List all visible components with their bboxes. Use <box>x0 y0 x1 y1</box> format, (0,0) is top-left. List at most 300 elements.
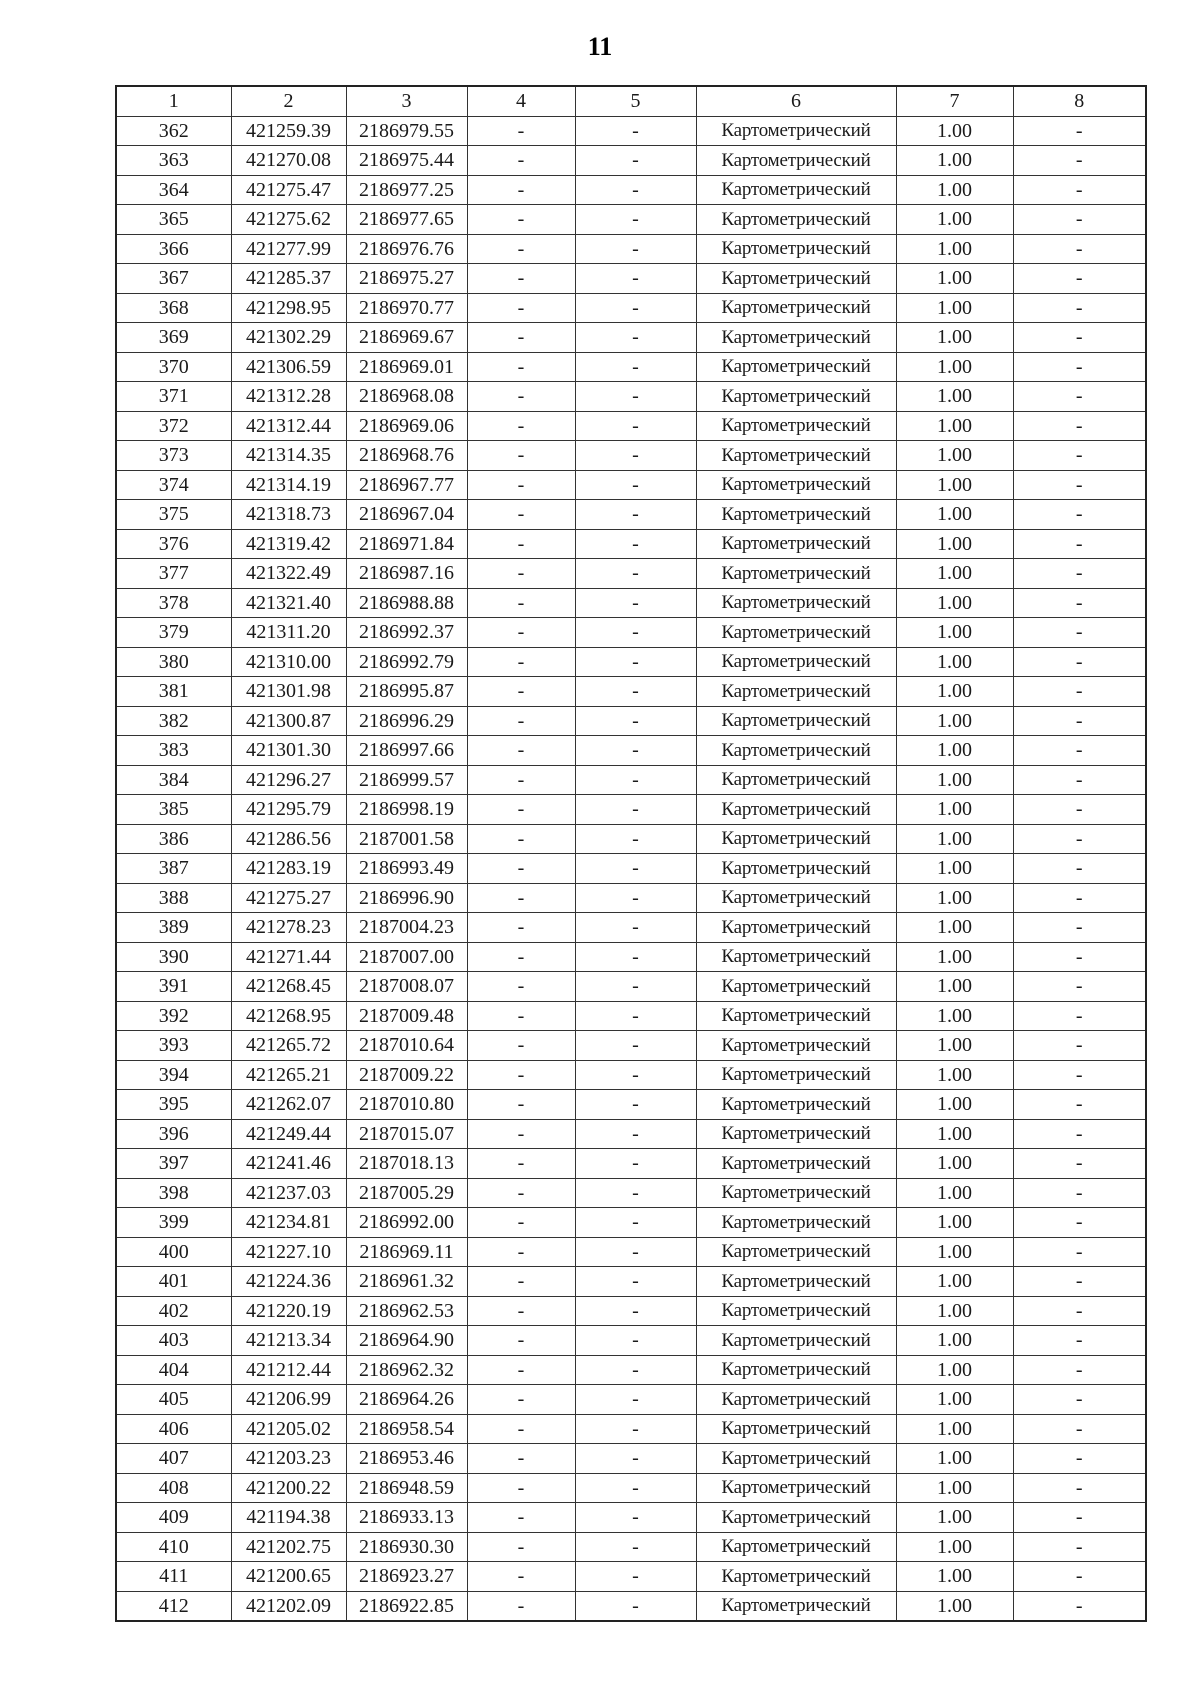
method-cell: Картометрический <box>696 1326 896 1356</box>
accuracy-cell: 1.00 <box>896 1385 1013 1415</box>
column-4-cell: - <box>467 264 575 294</box>
column-4-cell: - <box>467 234 575 264</box>
method-cell: Картометрический <box>696 470 896 500</box>
method-cell: Картометрический <box>696 411 896 441</box>
table-row <box>116 175 1146 205</box>
column-4-cell: - <box>467 1385 575 1415</box>
point-number-cell: 365 <box>116 205 231 235</box>
table-row <box>116 264 1146 294</box>
column-5-cell: - <box>575 647 696 677</box>
accuracy-cell: 1.00 <box>896 352 1013 382</box>
y-coordinate-cell: 2186977.25 <box>346 175 467 205</box>
column-4-cell: - <box>467 1090 575 1120</box>
y-coordinate-cell: 2186964.26 <box>346 1385 467 1415</box>
y-coordinate-cell: 2186923.27 <box>346 1562 467 1592</box>
y-coordinate-cell: 2186996.29 <box>346 706 467 736</box>
point-number-cell: 367 <box>116 264 231 294</box>
x-coordinate-cell: 421322.49 <box>231 559 346 589</box>
accuracy-cell: 1.00 <box>896 175 1013 205</box>
method-cell: Картометрический <box>696 824 896 854</box>
column-5-cell: - <box>575 1237 696 1267</box>
method-cell: Картометрический <box>696 1473 896 1503</box>
method-cell: Картометрический <box>696 234 896 264</box>
column-8-cell: - <box>1013 972 1146 1002</box>
point-number-cell: 403 <box>116 1326 231 1356</box>
point-number-cell: 399 <box>116 1208 231 1238</box>
method-cell: Картометрический <box>696 441 896 471</box>
method-cell: Картометрический <box>696 1149 896 1179</box>
method-cell: Картометрический <box>696 146 896 176</box>
column-header: 7 <box>896 86 1013 116</box>
column-5-cell: - <box>575 1562 696 1592</box>
table-row <box>116 942 1146 972</box>
y-coordinate-cell: 2186930.30 <box>346 1532 467 1562</box>
accuracy-cell: 1.00 <box>896 1562 1013 1592</box>
column-4-cell: - <box>467 706 575 736</box>
method-cell: Картометрический <box>696 293 896 323</box>
column-4-cell: - <box>467 1060 575 1090</box>
column-4-cell: - <box>467 205 575 235</box>
x-coordinate-cell: 421241.46 <box>231 1149 346 1179</box>
y-coordinate-cell: 2186997.66 <box>346 736 467 766</box>
x-coordinate-cell: 421312.28 <box>231 382 346 412</box>
column-8-cell: - <box>1013 1119 1146 1149</box>
y-coordinate-cell: 2186998.19 <box>346 795 467 825</box>
table-row <box>116 1119 1146 1149</box>
method-cell: Картометрический <box>696 706 896 736</box>
y-coordinate-cell: 2186958.54 <box>346 1414 467 1444</box>
column-8-cell: - <box>1013 1208 1146 1238</box>
method-cell: Картометрический <box>696 1060 896 1090</box>
column-8-cell: - <box>1013 1149 1146 1179</box>
point-number-cell: 381 <box>116 677 231 707</box>
column-4-cell: - <box>467 588 575 618</box>
x-coordinate-cell: 421237.03 <box>231 1178 346 1208</box>
accuracy-cell: 1.00 <box>896 588 1013 618</box>
column-4-cell: - <box>467 1149 575 1179</box>
method-cell: Картометрический <box>696 1237 896 1267</box>
y-coordinate-cell: 2186967.77 <box>346 470 467 500</box>
point-number-cell: 401 <box>116 1267 231 1297</box>
table-row <box>116 1326 1146 1356</box>
point-number-cell: 374 <box>116 470 231 500</box>
column-8-cell: - <box>1013 146 1146 176</box>
method-cell: Картометрический <box>696 1562 896 1592</box>
point-number-cell: 390 <box>116 942 231 972</box>
column-8-cell: - <box>1013 1414 1146 1444</box>
column-4-cell: - <box>467 323 575 353</box>
x-coordinate-cell: 421301.30 <box>231 736 346 766</box>
x-coordinate-cell: 421220.19 <box>231 1296 346 1326</box>
column-8-cell: - <box>1013 470 1146 500</box>
table-row <box>116 1267 1146 1297</box>
accuracy-cell: 1.00 <box>896 116 1013 146</box>
table-row <box>116 1060 1146 1090</box>
point-number-cell: 387 <box>116 854 231 884</box>
x-coordinate-cell: 421277.99 <box>231 234 346 264</box>
accuracy-cell: 1.00 <box>896 382 1013 412</box>
table-row <box>116 1414 1146 1444</box>
x-coordinate-cell: 421278.23 <box>231 913 346 943</box>
y-coordinate-cell: 2186976.76 <box>346 234 467 264</box>
column-4-cell: - <box>467 500 575 530</box>
y-coordinate-cell: 2186953.46 <box>346 1444 467 1474</box>
accuracy-cell: 1.00 <box>896 706 1013 736</box>
point-number-cell: 407 <box>116 1444 231 1474</box>
table-row <box>116 1473 1146 1503</box>
column-4-cell: - <box>467 175 575 205</box>
column-8-cell: - <box>1013 677 1146 707</box>
point-number-cell: 389 <box>116 913 231 943</box>
column-8-cell: - <box>1013 116 1146 146</box>
column-4-cell: - <box>467 677 575 707</box>
column-8-cell: - <box>1013 1001 1146 1031</box>
method-cell: Картометрический <box>696 618 896 648</box>
column-8-cell: - <box>1013 795 1146 825</box>
y-coordinate-cell: 2186969.11 <box>346 1237 467 1267</box>
table-row <box>116 1444 1146 1474</box>
table-row <box>116 1503 1146 1533</box>
column-5-cell: - <box>575 1178 696 1208</box>
column-5-cell: - <box>575 824 696 854</box>
column-8-cell: - <box>1013 1237 1146 1267</box>
accuracy-cell: 1.00 <box>896 205 1013 235</box>
column-4-cell: - <box>467 352 575 382</box>
column-4-cell: - <box>467 116 575 146</box>
column-4-cell: - <box>467 736 575 766</box>
method-cell: Картометрический <box>696 264 896 294</box>
column-8-cell: - <box>1013 1355 1146 1385</box>
table-row <box>116 1296 1146 1326</box>
column-8-cell: - <box>1013 1060 1146 1090</box>
point-number-cell: 402 <box>116 1296 231 1326</box>
y-coordinate-cell: 2186975.27 <box>346 264 467 294</box>
x-coordinate-cell: 421200.22 <box>231 1473 346 1503</box>
column-4-cell: - <box>467 441 575 471</box>
method-cell: Картометрический <box>696 1001 896 1031</box>
column-8-cell: - <box>1013 323 1146 353</box>
accuracy-cell: 1.00 <box>896 913 1013 943</box>
column-8-cell: - <box>1013 883 1146 913</box>
header-row <box>116 86 1146 116</box>
x-coordinate-cell: 421259.39 <box>231 116 346 146</box>
x-coordinate-cell: 421283.19 <box>231 854 346 884</box>
column-5-cell: - <box>575 175 696 205</box>
column-4-cell: - <box>467 1178 575 1208</box>
point-number-cell: 386 <box>116 824 231 854</box>
column-8-cell: - <box>1013 441 1146 471</box>
y-coordinate-cell: 2186977.65 <box>346 205 467 235</box>
y-coordinate-cell: 2186948.59 <box>346 1473 467 1503</box>
point-number-cell: 372 <box>116 411 231 441</box>
method-cell: Картометрический <box>696 1503 896 1533</box>
method-cell: Картометрический <box>696 1414 896 1444</box>
column-5-cell: - <box>575 736 696 766</box>
y-coordinate-cell: 2186979.55 <box>346 116 467 146</box>
column-8-cell: - <box>1013 205 1146 235</box>
column-5-cell: - <box>575 352 696 382</box>
column-8-cell: - <box>1013 942 1146 972</box>
accuracy-cell: 1.00 <box>896 1326 1013 1356</box>
accuracy-cell: 1.00 <box>896 234 1013 264</box>
column-4-cell: - <box>467 1562 575 1592</box>
column-8-cell: - <box>1013 264 1146 294</box>
column-8-cell: - <box>1013 1532 1146 1562</box>
y-coordinate-cell: 2187008.07 <box>346 972 467 1002</box>
x-coordinate-cell: 421286.56 <box>231 824 346 854</box>
column-8-cell: - <box>1013 1503 1146 1533</box>
column-8-cell: - <box>1013 647 1146 677</box>
y-coordinate-cell: 2186999.57 <box>346 765 467 795</box>
method-cell: Картометрический <box>696 942 896 972</box>
table-row <box>116 1532 1146 1562</box>
accuracy-cell: 1.00 <box>896 1473 1013 1503</box>
method-cell: Картометрический <box>696 1178 896 1208</box>
y-coordinate-cell: 2186969.06 <box>346 411 467 441</box>
table-row <box>116 1385 1146 1415</box>
x-coordinate-cell: 421202.09 <box>231 1591 346 1621</box>
y-coordinate-cell: 2187009.22 <box>346 1060 467 1090</box>
column-8-cell: - <box>1013 1562 1146 1592</box>
y-coordinate-cell: 2186992.79 <box>346 647 467 677</box>
column-4-cell: - <box>467 824 575 854</box>
column-5-cell: - <box>575 1503 696 1533</box>
accuracy-cell: 1.00 <box>896 677 1013 707</box>
column-4-cell: - <box>467 618 575 648</box>
column-4-cell: - <box>467 382 575 412</box>
column-4-cell: - <box>467 795 575 825</box>
x-coordinate-cell: 421224.36 <box>231 1267 346 1297</box>
column-5-cell: - <box>575 618 696 648</box>
y-coordinate-cell: 2187005.29 <box>346 1178 467 1208</box>
accuracy-cell: 1.00 <box>896 146 1013 176</box>
point-number-cell: 404 <box>116 1355 231 1385</box>
column-8-cell: - <box>1013 588 1146 618</box>
point-number-cell: 406 <box>116 1414 231 1444</box>
x-coordinate-cell: 421213.34 <box>231 1326 346 1356</box>
point-number-cell: 393 <box>116 1031 231 1061</box>
accuracy-cell: 1.00 <box>896 1503 1013 1533</box>
table-row <box>116 677 1146 707</box>
accuracy-cell: 1.00 <box>896 1444 1013 1474</box>
column-8-cell: - <box>1013 411 1146 441</box>
table-row <box>116 795 1146 825</box>
column-header: 5 <box>575 86 696 116</box>
x-coordinate-cell: 421271.44 <box>231 942 346 972</box>
column-8-cell: - <box>1013 1267 1146 1297</box>
column-5-cell: - <box>575 500 696 530</box>
point-number-cell: 398 <box>116 1178 231 1208</box>
table-row <box>116 1208 1146 1238</box>
column-5-cell: - <box>575 1296 696 1326</box>
method-cell: Картометрический <box>696 883 896 913</box>
method-cell: Картометрический <box>696 1090 896 1120</box>
y-coordinate-cell: 2186988.88 <box>346 588 467 618</box>
method-cell: Картометрический <box>696 1532 896 1562</box>
accuracy-cell: 1.00 <box>896 765 1013 795</box>
column-8-cell: - <box>1013 529 1146 559</box>
accuracy-cell: 1.00 <box>896 1532 1013 1562</box>
coordinates-table <box>115 85 1147 1622</box>
x-coordinate-cell: 421202.75 <box>231 1532 346 1562</box>
method-cell: Картометрический <box>696 1591 896 1621</box>
x-coordinate-cell: 421318.73 <box>231 500 346 530</box>
accuracy-cell: 1.00 <box>896 411 1013 441</box>
column-4-cell: - <box>467 1355 575 1385</box>
y-coordinate-cell: 2186962.32 <box>346 1355 467 1385</box>
table-row <box>116 234 1146 264</box>
point-number-cell: 371 <box>116 382 231 412</box>
accuracy-cell: 1.00 <box>896 972 1013 1002</box>
method-cell: Картометрический <box>696 1031 896 1061</box>
y-coordinate-cell: 2186993.49 <box>346 854 467 884</box>
accuracy-cell: 1.00 <box>896 1237 1013 1267</box>
method-cell: Картометрический <box>696 588 896 618</box>
x-coordinate-cell: 421265.21 <box>231 1060 346 1090</box>
point-number-cell: 410 <box>116 1532 231 1562</box>
method-cell: Картометрический <box>696 1444 896 1474</box>
point-number-cell: 362 <box>116 116 231 146</box>
column-4-cell: - <box>467 1444 575 1474</box>
y-coordinate-cell: 2187018.13 <box>346 1149 467 1179</box>
method-cell: Картометрический <box>696 500 896 530</box>
accuracy-cell: 1.00 <box>896 1001 1013 1031</box>
column-8-cell: - <box>1013 382 1146 412</box>
method-cell: Картометрический <box>696 677 896 707</box>
accuracy-cell: 1.00 <box>896 1267 1013 1297</box>
method-cell: Картометрический <box>696 913 896 943</box>
x-coordinate-cell: 421205.02 <box>231 1414 346 1444</box>
column-5-cell: - <box>575 205 696 235</box>
x-coordinate-cell: 421268.45 <box>231 972 346 1002</box>
point-number-cell: 388 <box>116 883 231 913</box>
method-cell: Картометрический <box>696 1355 896 1385</box>
y-coordinate-cell: 2187015.07 <box>346 1119 467 1149</box>
column-header: 3 <box>346 86 467 116</box>
point-number-cell: 396 <box>116 1119 231 1149</box>
table-row <box>116 1031 1146 1061</box>
column-8-cell: - <box>1013 1385 1146 1415</box>
point-number-cell: 375 <box>116 500 231 530</box>
x-coordinate-cell: 421314.19 <box>231 470 346 500</box>
point-number-cell: 408 <box>116 1473 231 1503</box>
column-4-cell: - <box>467 411 575 441</box>
point-number-cell: 382 <box>116 706 231 736</box>
accuracy-cell: 1.00 <box>896 470 1013 500</box>
column-8-cell: - <box>1013 1296 1146 1326</box>
method-cell: Картометрический <box>696 972 896 1002</box>
column-5-cell: - <box>575 411 696 441</box>
column-8-cell: - <box>1013 352 1146 382</box>
column-8-cell: - <box>1013 706 1146 736</box>
accuracy-cell: 1.00 <box>896 500 1013 530</box>
column-5-cell: - <box>575 1149 696 1179</box>
x-coordinate-cell: 421310.00 <box>231 647 346 677</box>
column-5-cell: - <box>575 1444 696 1474</box>
y-coordinate-cell: 2186969.67 <box>346 323 467 353</box>
method-cell: Картометрический <box>696 1267 896 1297</box>
column-5-cell: - <box>575 588 696 618</box>
accuracy-cell: 1.00 <box>896 1119 1013 1149</box>
column-8-cell: - <box>1013 913 1146 943</box>
column-5-cell: - <box>575 146 696 176</box>
table-row <box>116 1149 1146 1179</box>
column-8-cell: - <box>1013 1090 1146 1120</box>
accuracy-cell: 1.00 <box>896 529 1013 559</box>
accuracy-cell: 1.00 <box>896 647 1013 677</box>
y-coordinate-cell: 2186969.01 <box>346 352 467 382</box>
table-body <box>116 116 1146 1621</box>
x-coordinate-cell: 421265.72 <box>231 1031 346 1061</box>
x-coordinate-cell: 421319.42 <box>231 529 346 559</box>
x-coordinate-cell: 421312.44 <box>231 411 346 441</box>
column-4-cell: - <box>467 1237 575 1267</box>
table-row <box>116 588 1146 618</box>
table-row <box>116 1001 1146 1031</box>
method-cell: Картометрический <box>696 765 896 795</box>
column-5-cell: - <box>575 529 696 559</box>
table-row <box>116 854 1146 884</box>
accuracy-cell: 1.00 <box>896 1090 1013 1120</box>
accuracy-cell: 1.00 <box>896 1591 1013 1621</box>
accuracy-cell: 1.00 <box>896 1060 1013 1090</box>
column-5-cell: - <box>575 1355 696 1385</box>
column-header: 2 <box>231 86 346 116</box>
column-8-cell: - <box>1013 765 1146 795</box>
y-coordinate-cell: 2187010.80 <box>346 1090 467 1120</box>
table-row <box>116 1591 1146 1621</box>
point-number-cell: 376 <box>116 529 231 559</box>
y-coordinate-cell: 2186961.32 <box>346 1267 467 1297</box>
x-coordinate-cell: 421306.59 <box>231 352 346 382</box>
column-5-cell: - <box>575 470 696 500</box>
column-5-cell: - <box>575 795 696 825</box>
point-number-cell: 411 <box>116 1562 231 1592</box>
accuracy-cell: 1.00 <box>896 1414 1013 1444</box>
x-coordinate-cell: 421206.99 <box>231 1385 346 1415</box>
point-number-cell: 395 <box>116 1090 231 1120</box>
accuracy-cell: 1.00 <box>896 323 1013 353</box>
column-4-cell: - <box>467 1503 575 1533</box>
x-coordinate-cell: 421203.23 <box>231 1444 346 1474</box>
column-5-cell: - <box>575 942 696 972</box>
accuracy-cell: 1.00 <box>896 824 1013 854</box>
table-row <box>116 411 1146 441</box>
accuracy-cell: 1.00 <box>896 1355 1013 1385</box>
x-coordinate-cell: 421285.37 <box>231 264 346 294</box>
method-cell: Картометрический <box>696 1296 896 1326</box>
method-cell: Картометрический <box>696 736 896 766</box>
table-row <box>116 470 1146 500</box>
y-coordinate-cell: 2187009.48 <box>346 1001 467 1031</box>
table-row <box>116 500 1146 530</box>
y-coordinate-cell: 2187007.00 <box>346 942 467 972</box>
column-8-cell: - <box>1013 618 1146 648</box>
table-row <box>116 293 1146 323</box>
y-coordinate-cell: 2186987.16 <box>346 559 467 589</box>
column-5-cell: - <box>575 559 696 589</box>
table-row <box>116 736 1146 766</box>
column-5-cell: - <box>575 1326 696 1356</box>
x-coordinate-cell: 421301.98 <box>231 677 346 707</box>
method-cell: Картометрический <box>696 1385 896 1415</box>
column-5-cell: - <box>575 1532 696 1562</box>
method-cell: Картометрический <box>696 795 896 825</box>
y-coordinate-cell: 2186995.87 <box>346 677 467 707</box>
method-cell: Картометрический <box>696 854 896 884</box>
column-5-cell: - <box>575 264 696 294</box>
accuracy-cell: 1.00 <box>896 293 1013 323</box>
